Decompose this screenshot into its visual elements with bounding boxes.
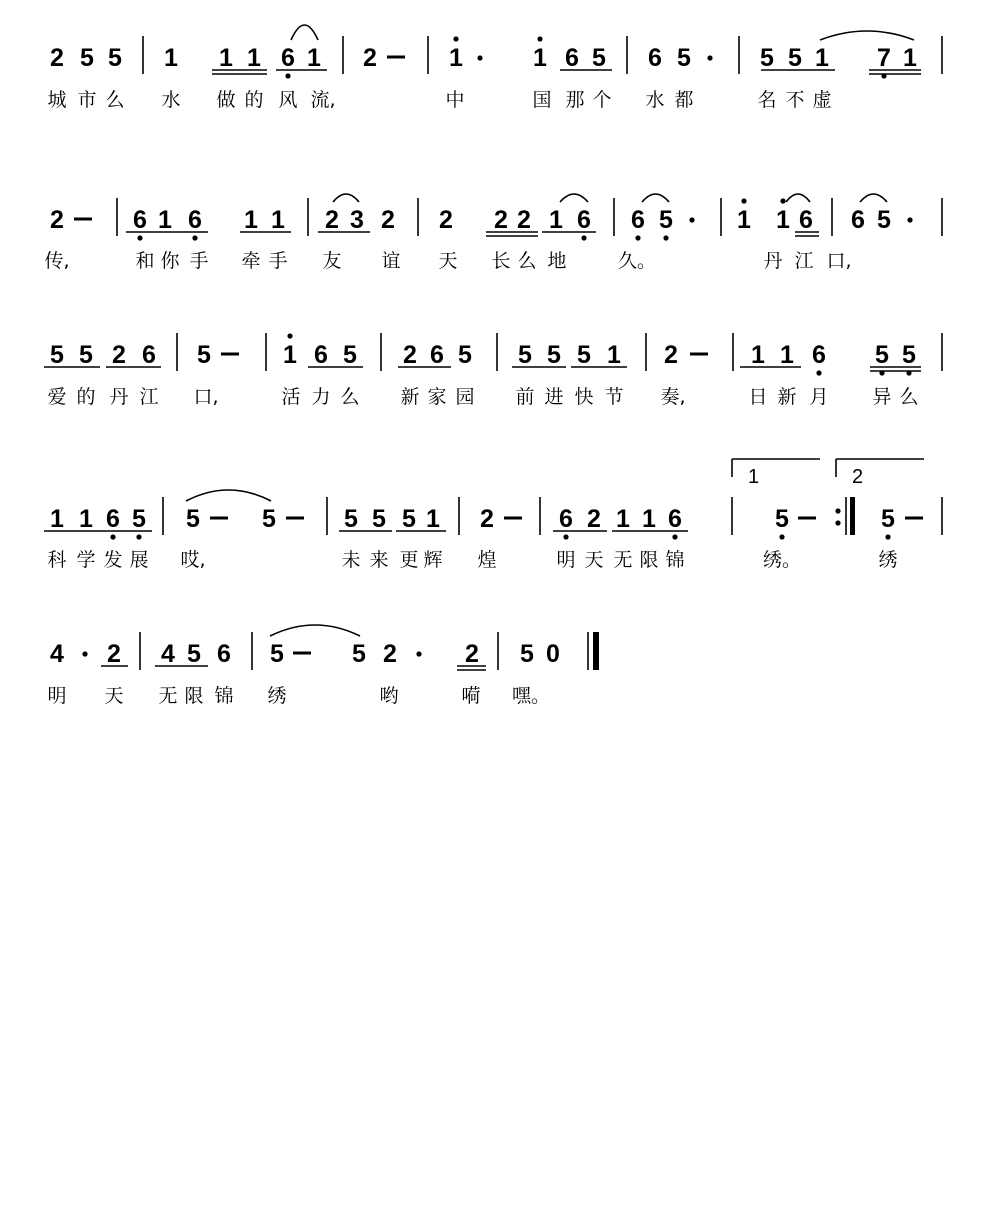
lyric-syllable: 都: [674, 89, 694, 111]
repeat-barline-thick: [850, 497, 855, 535]
lyric-syllable: 和: [135, 250, 155, 272]
lyric-syllable: 无: [158, 685, 178, 707]
note-5: 5: [108, 44, 122, 72]
lyric-syllable: 久。: [617, 250, 657, 272]
lyric-syllable: 口,: [193, 386, 219, 408]
augmentation-dot: [689, 217, 694, 222]
note-1: 1: [219, 44, 233, 72]
lyric-syllable: 谊: [381, 250, 401, 272]
note-7: 7: [877, 44, 891, 72]
note-5: 5: [50, 341, 64, 369]
note-5: 5: [80, 44, 94, 72]
lyric-syllable: 么: [899, 386, 919, 408]
octave-dot-low: [635, 235, 640, 240]
note-6: 6: [577, 206, 591, 234]
slur: [291, 25, 318, 40]
note-6: 6: [559, 505, 573, 533]
note-5: 5: [262, 505, 276, 533]
lyric-syllable: 虚: [812, 89, 832, 111]
octave-dot-low: [885, 534, 890, 539]
note-5: 5: [187, 640, 201, 668]
lyric-syllable: 学: [76, 549, 96, 571]
note-1: 1: [307, 44, 321, 72]
lyric-syllable: 科: [47, 549, 67, 571]
lyric-syllable: 么: [340, 386, 360, 408]
augmentation-dot: [82, 651, 87, 656]
octave-dot-low: [672, 534, 677, 539]
lyric-syllable: 异: [872, 386, 892, 408]
lyric-syllable: 快: [574, 386, 594, 408]
note-6: 6: [631, 206, 645, 234]
note-5: 5: [132, 505, 146, 533]
note-5: 5: [659, 206, 673, 234]
note-0: 0: [546, 640, 560, 668]
note-5: 5: [547, 341, 561, 369]
lyric-syllable: 活: [281, 386, 301, 408]
augmentation-dot: [707, 55, 712, 60]
lyric-syllable: 个: [592, 89, 612, 111]
note-6: 6: [281, 44, 295, 72]
note-1: 1: [751, 341, 765, 369]
lyric-syllable: 明: [556, 549, 576, 571]
octave-dot-low: [816, 370, 821, 375]
lyric-syllable: 来: [369, 549, 389, 571]
lyric-syllable: 江: [139, 386, 159, 408]
note-6: 6: [142, 341, 156, 369]
note-6: 6: [106, 505, 120, 533]
lyric-syllable: 绣: [878, 549, 898, 571]
note-5: 5: [458, 341, 472, 369]
note-2: 2: [383, 640, 397, 668]
octave-dot-low: [563, 534, 568, 539]
note-1: 1: [903, 44, 917, 72]
note-1: 1: [283, 341, 297, 369]
lyric-syllable: 的: [244, 89, 264, 111]
octave-dot-high: [741, 198, 746, 203]
lyric-syllable: 力: [311, 386, 331, 408]
note-1: 1: [50, 505, 64, 533]
note-5: 5: [197, 341, 211, 369]
octave-dot-high: [780, 198, 785, 203]
note-6: 6: [314, 341, 328, 369]
lyric-syllable: 锦: [665, 549, 685, 571]
lyric-syllable: 新: [400, 386, 420, 408]
lyric-syllable: 友: [322, 250, 342, 272]
lyric-syllable: 手: [189, 250, 209, 272]
octave-dot-low: [136, 534, 141, 539]
lyric-syllable: 限: [639, 549, 659, 571]
lyric-syllable: 流,: [310, 89, 336, 111]
slur: [860, 194, 887, 202]
lyric-syllable: 无: [613, 549, 633, 571]
note-5: 5: [577, 341, 591, 369]
note-2: 2: [381, 206, 395, 234]
note-4: 4: [50, 640, 64, 668]
final-barline-thick: [593, 632, 599, 670]
lyric-syllable: 哟: [379, 685, 399, 707]
lyric-syllable: 绣: [267, 685, 287, 707]
note-1: 1: [244, 206, 258, 234]
octave-dot-high: [453, 36, 458, 41]
note-1: 1: [158, 206, 172, 234]
lyric-syllable: 绣。: [762, 549, 802, 571]
note-6: 6: [812, 341, 826, 369]
note-6: 6: [133, 206, 147, 234]
note-5: 5: [372, 505, 386, 533]
note-2: 2: [403, 341, 417, 369]
note-5: 5: [877, 206, 891, 234]
note-5: 5: [352, 640, 366, 668]
note-5: 5: [186, 505, 200, 533]
lyric-syllable: 煌: [477, 549, 497, 571]
repeat-dot: [835, 508, 840, 513]
lyric-syllable: 的: [76, 386, 96, 408]
note-5: 5: [518, 341, 532, 369]
note-2: 2: [112, 341, 126, 369]
note-1: 1: [780, 341, 794, 369]
note-5: 5: [775, 505, 789, 533]
lyric-syllable: 天: [584, 549, 604, 571]
lyric-syllable: 前: [515, 386, 535, 408]
lyric-syllable: 牵: [241, 250, 261, 272]
lyric-syllable: 名: [757, 89, 777, 111]
note-2: 2: [465, 640, 479, 668]
volta-label-2: 2: [852, 466, 864, 488]
lyric-syllable: 嘿。: [511, 685, 551, 707]
lyric-syllable: 天: [104, 685, 124, 707]
slur: [642, 194, 669, 202]
note-5: 5: [875, 341, 889, 369]
note-1: 1: [449, 44, 463, 72]
lyric-syllable: 更: [399, 549, 419, 571]
octave-dot-low: [663, 235, 668, 240]
lyric-syllable: 水: [645, 89, 665, 111]
lyric-syllable: 日: [748, 386, 768, 408]
octave-dot-low: [137, 235, 142, 240]
lyric-syllable: 么: [105, 89, 125, 111]
note-5: 5: [402, 505, 416, 533]
note-5: 5: [592, 44, 606, 72]
lyric-syllable: 哎,: [180, 549, 206, 571]
note-4: 4: [161, 640, 175, 668]
lyric-syllable: 未: [341, 549, 361, 571]
lyric-syllable: 丹: [109, 386, 129, 408]
lyric-syllable: 那: [565, 89, 585, 111]
lyric-syllable: 风: [278, 89, 298, 111]
note-5: 5: [902, 341, 916, 369]
octave-dot-low: [110, 534, 115, 539]
slur: [186, 490, 271, 501]
note-2: 2: [494, 206, 508, 234]
lyric-syllable: 爱: [47, 386, 67, 408]
lyric-syllable: 辉: [423, 549, 443, 571]
repeat-dot: [835, 520, 840, 525]
note-5: 5: [79, 341, 93, 369]
note-6: 6: [188, 206, 202, 234]
lyric-syllable: 进: [544, 386, 564, 408]
note-5: 5: [270, 640, 284, 668]
note-6: 6: [217, 640, 231, 668]
slur: [270, 625, 360, 636]
note-1: 1: [271, 206, 285, 234]
lyric-syllable: 奏,: [660, 386, 686, 408]
note-6: 6: [430, 341, 444, 369]
note-1: 1: [642, 505, 656, 533]
note-2: 2: [50, 206, 64, 234]
lyric-syllable: 明: [47, 685, 67, 707]
octave-dot-high: [287, 333, 292, 338]
lyric-syllable: 水: [161, 89, 181, 111]
note-5: 5: [520, 640, 534, 668]
lyric-syllable: 城: [47, 89, 67, 111]
note-3: 3: [350, 206, 364, 234]
note-1: 1: [247, 44, 261, 72]
augmentation-dot: [477, 55, 482, 60]
slur: [333, 194, 359, 202]
note-6: 6: [668, 505, 682, 533]
augmentation-dot: [907, 217, 912, 222]
note-2: 2: [107, 640, 121, 668]
note-1: 1: [776, 206, 790, 234]
lyric-syllable: 长: [491, 250, 511, 272]
tie: [820, 31, 914, 40]
lyric-syllable: 口,: [826, 250, 852, 272]
lyric-syllable: 做: [216, 89, 236, 111]
octave-dot-low: [192, 235, 197, 240]
note-2: 2: [363, 44, 377, 72]
note-1: 1: [426, 505, 440, 533]
note-1: 1: [737, 206, 751, 234]
note-2: 2: [480, 505, 494, 533]
note-1: 1: [607, 341, 621, 369]
lyric-syllable: 中: [445, 89, 465, 111]
lyric-syllable: 传,: [44, 250, 70, 272]
note-1: 1: [549, 206, 563, 234]
slur: [560, 194, 588, 202]
lyric-syllable: 园: [455, 386, 475, 408]
lyric-syllable: 锦: [214, 685, 234, 707]
octave-dot-low: [779, 534, 784, 539]
lyric-syllable: 新: [777, 386, 797, 408]
lyric-syllable: 月: [809, 386, 829, 408]
note-1: 1: [815, 44, 829, 72]
note-5: 5: [344, 505, 358, 533]
lyric-syllable: 你: [160, 250, 180, 272]
lyric-syllable: 手: [268, 250, 288, 272]
lyric-syllable: 丹: [763, 250, 783, 272]
note-1: 1: [616, 505, 630, 533]
note-5: 5: [881, 505, 895, 533]
note-1: 1: [533, 44, 547, 72]
note-6: 6: [799, 206, 813, 234]
note-2: 2: [517, 206, 531, 234]
lyric-syllable: 展: [129, 549, 149, 571]
note-2: 2: [587, 505, 601, 533]
augmentation-dot: [416, 651, 421, 656]
lyric-syllable: 江: [794, 250, 814, 272]
note-1: 1: [79, 505, 93, 533]
octave-dot-low: [581, 235, 586, 240]
lyric-syllable: 天: [438, 250, 458, 272]
lyric-syllable: 限: [184, 685, 204, 707]
note-1: 1: [164, 44, 178, 72]
note-5: 5: [788, 44, 802, 72]
slur: [786, 194, 810, 202]
lyric-syllable: 不: [785, 89, 805, 111]
note-5: 5: [677, 44, 691, 72]
note-2: 2: [50, 44, 64, 72]
lyric-syllable: 嗬: [461, 685, 481, 707]
lyric-syllable: 地: [547, 250, 567, 272]
note-2: 2: [325, 206, 339, 234]
octave-dot-high: [537, 36, 542, 41]
note-6: 6: [648, 44, 662, 72]
note-6: 6: [851, 206, 865, 234]
note-6: 6: [565, 44, 579, 72]
lyric-syllable: 发: [103, 549, 123, 571]
lyric-syllable: 市: [77, 89, 97, 111]
note-5: 5: [760, 44, 774, 72]
lyric-syllable: 家: [427, 386, 447, 408]
note-5: 5: [343, 341, 357, 369]
lyric-syllable: 节: [604, 386, 624, 408]
octave-dot-low: [285, 73, 290, 78]
lyric-syllable: 国: [532, 89, 552, 111]
lyric-syllable: 么: [517, 250, 537, 272]
note-2: 2: [439, 206, 453, 234]
note-2: 2: [664, 341, 678, 369]
volta-label-1: 1: [748, 466, 760, 488]
